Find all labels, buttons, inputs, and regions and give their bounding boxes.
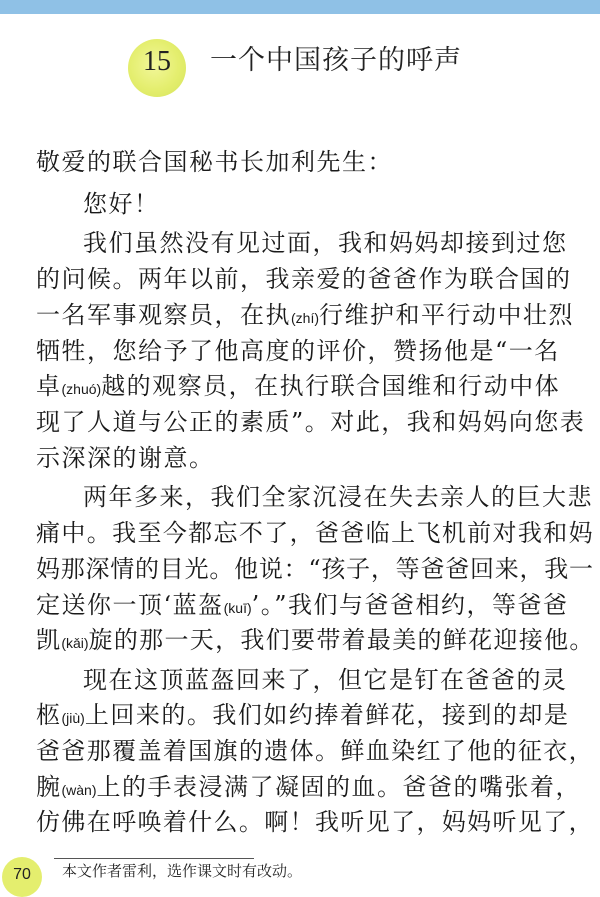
text-line: 现在这顶蓝盔回来了，但它是钉在爸爸的灵 (83, 666, 568, 694)
text-line: 痛中。我至今都忘不了，爸爸临上飞机前对我和妈 (36, 519, 594, 547)
pinyin-annotation: (zhuó) (61, 381, 102, 397)
pinyin-annotation: (kǎi) (61, 635, 89, 651)
text-line: 牺牲，您给予了他高度的评价，赞扬他是“一名 (36, 337, 560, 365)
text-line: 柩(jiù)上回来的。我们如约捧着鲜花，接到的却是 (36, 701, 570, 729)
text-line: 凯(kǎi)旋的那一天，我们要带着最美的鲜花迎接他。 (36, 626, 595, 654)
greeting-line: 您好！ (83, 190, 160, 218)
pinyin-annotation: (zhí) (291, 310, 319, 326)
text-line: 腕(wàn)上的手表浸满了凝固的血。爸爸的嘴张着， (36, 773, 582, 801)
lesson-title: 一个中国孩子的呼声 (210, 45, 462, 76)
text-line: 我们虽然没有见过面，我和妈妈却接到过您 (83, 229, 568, 257)
text-line: 一名军事观察员，在执(zhí)行维护和平行动中壮烈 (36, 301, 574, 329)
pinyin-annotation: (kuī) (223, 600, 252, 616)
footnote: 本文作者雷利，选作课文时有改动。 (62, 862, 303, 880)
text-line: 的问候。两年以前，我亲爱的爸爸作为联合国的 (36, 265, 572, 293)
text-line: 妈那深情的目光。他说：“孩子，等爸爸回来，我一 (36, 555, 594, 583)
pinyin-annotation: (wàn) (61, 782, 97, 798)
salutation-line: 敬爱的联合国秘书长加利先生： (36, 148, 393, 176)
lesson-number: 15 (143, 46, 171, 77)
text-line: 定送你一顶‘蓝盔(kuī)’。”我们与爸爸相约，等爸爸 (36, 591, 569, 619)
page-number: 70 (13, 866, 31, 883)
text-line: 爸爸那覆盖着国旗的遗体。鲜血染红了他的征衣， (36, 737, 594, 765)
pinyin-annotation: (jiù) (61, 710, 85, 726)
text-line: 卓(zhuó)越的观察员，在执行联合国维和行动中体 (36, 372, 561, 400)
text-line: 现了人道与公正的素质”。对此，我和妈妈向您表 (36, 408, 586, 436)
text-line: 仿佛在呼唤着什么。啊！我听见了，妈妈听见了， (36, 808, 594, 836)
text-line: 两年多来，我们全家沉浸在失去亲人的巨大悲 (83, 483, 593, 511)
footnote-divider (54, 858, 254, 859)
text-line: 示深深的谢意。 (36, 444, 215, 472)
